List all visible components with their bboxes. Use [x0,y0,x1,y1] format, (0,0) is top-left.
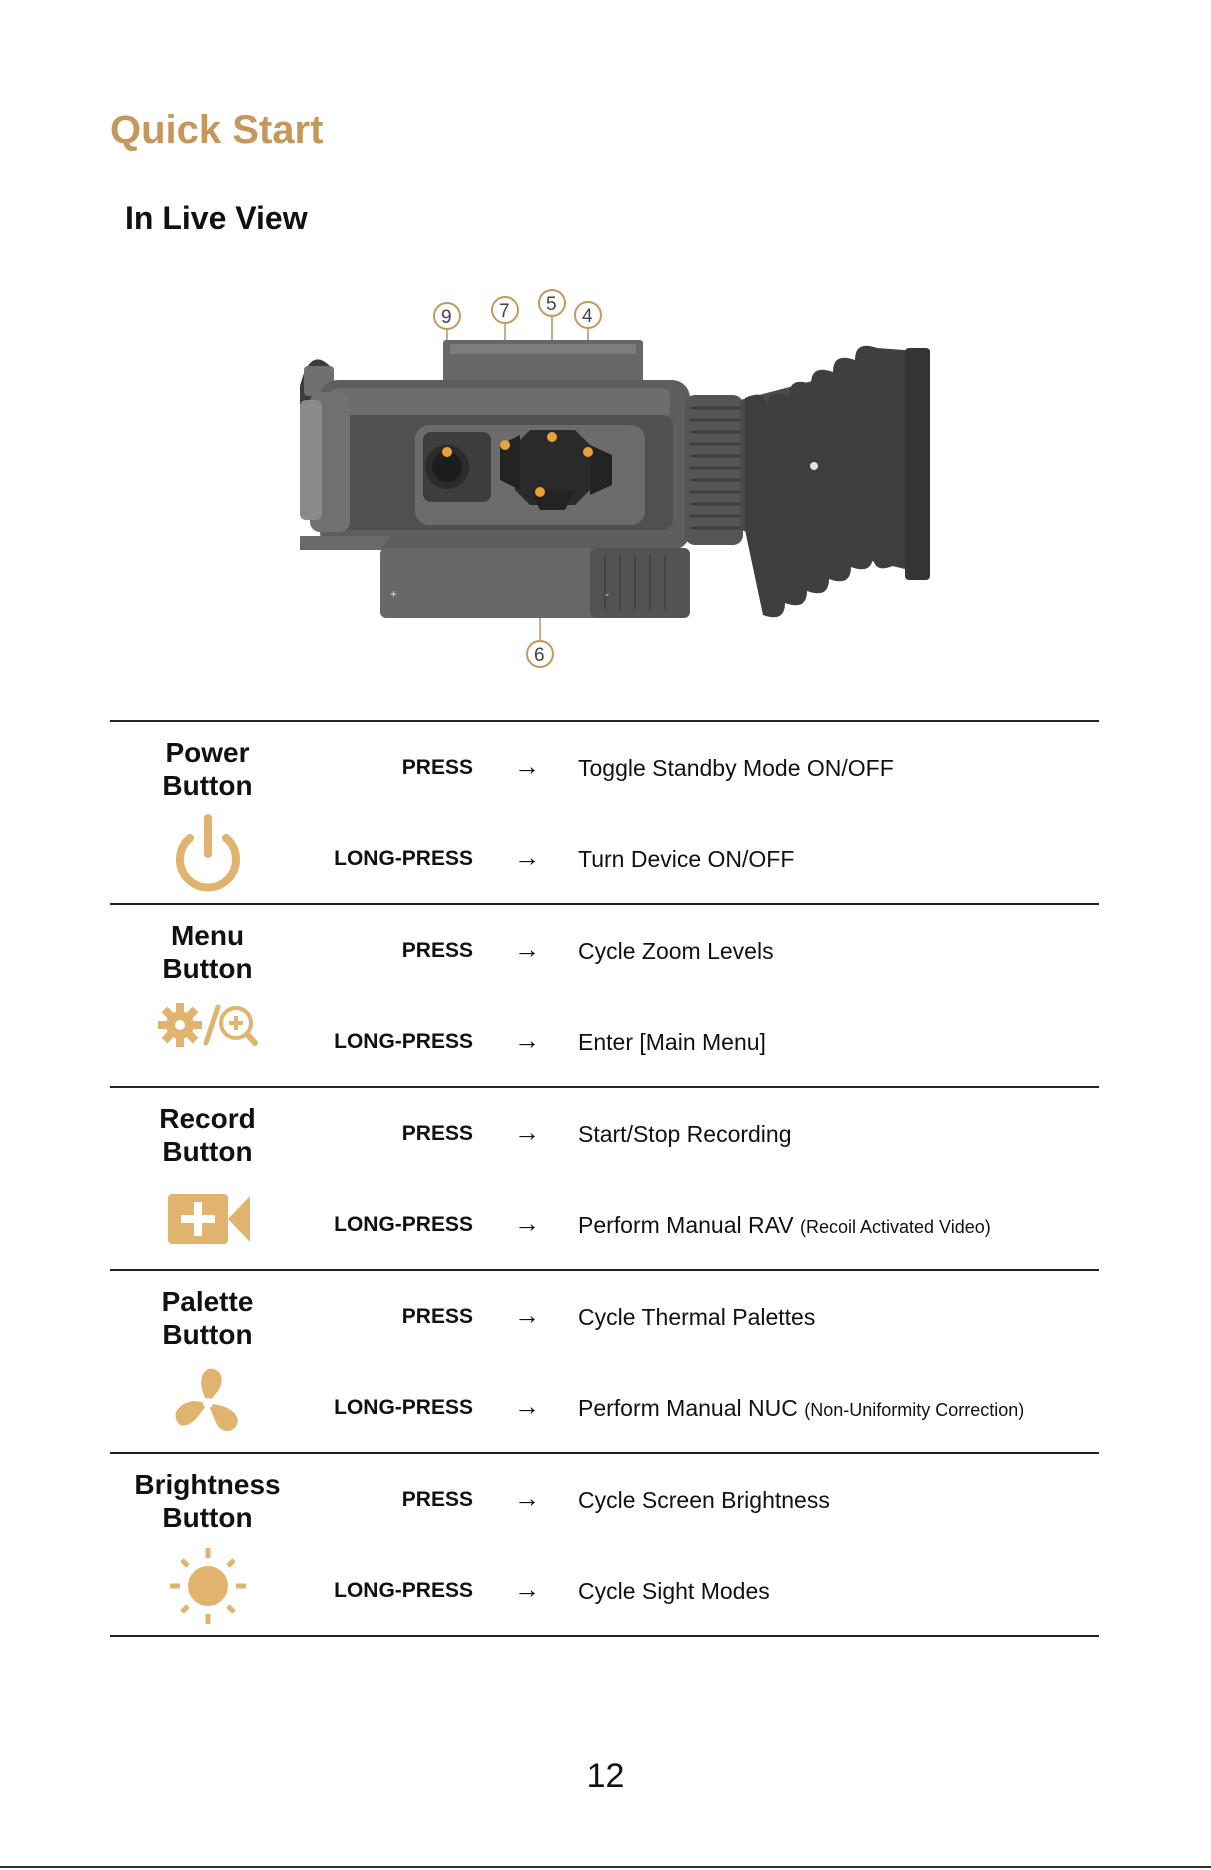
svg-text:7: 7 [499,301,510,322]
button-name: Power Button [162,737,253,801]
press-label: PRESS [401,1122,473,1145]
callout-7 [492,297,518,323]
table-row-palette [110,1271,1099,1454]
button-marker-7 [500,440,510,450]
press-label: PRESS [401,756,473,779]
sun-icon [158,1546,258,1626]
press-description: Start/Stop Recording [578,1121,792,1147]
arrow: → [514,1208,540,1238]
gear-zoom-icon [158,985,258,1065]
arrow: → [514,842,540,872]
long-press-label: LONG-PRESS [334,1213,473,1236]
callout-5 [539,290,565,316]
long-press-description: Cycle Sight Modes [578,1578,770,1604]
long-press-label: LONG-PRESS [334,847,473,870]
button-reference-table [110,720,1099,1637]
long-press-description: Turn Device ON/OFF [578,846,795,872]
section-subtitle: In Live View [125,200,308,236]
press-label: PRESS [401,1488,473,1511]
button-marker-9 [442,447,452,457]
press-description: Toggle Standby Mode ON/OFF [578,755,894,781]
description-note: (Non-Uniformity Correction) [804,1400,1025,1420]
svg-text:6: 6 [534,645,545,666]
thermal-scope-diagram [290,280,930,680]
button-name: Palette Button [161,1286,254,1350]
arrow: → [514,751,540,781]
long-press-description: Perform Manual NUC (Non-Uniformity Correction) [578,1395,1025,1421]
power-icon [158,814,258,894]
table-row-record [110,1088,1099,1271]
bottom-rule [0,1866,1211,1868]
svg-text:9: 9 [441,307,452,328]
press-description: Cycle Thermal Palettes [578,1304,816,1330]
video-camera-icon [158,1180,258,1260]
press-label: PRESS [401,939,473,962]
arrow: → [514,934,540,964]
arrow: → [514,1117,540,1147]
table-row-menu [110,905,1099,1088]
callout-9 [434,303,460,329]
long-press-description: Enter [Main Menu] [578,1029,766,1055]
long-press-label: LONG-PRESS [334,1396,473,1419]
button-marker-4 [583,447,593,457]
svg-text:+: + [390,587,398,601]
table-row-power [110,722,1099,905]
long-press-label: LONG-PRESS [334,1579,473,1602]
svg-text:5: 5 [546,294,557,315]
button-name: Brightness Button [134,1469,281,1533]
press-description: Cycle Screen Brightness [578,1487,830,1513]
press-description: Cycle Zoom Levels [578,938,774,964]
table-row-brightness [110,1454,1099,1637]
press-label: PRESS [401,1305,473,1328]
description-note: (Recoil Activated Video) [799,1217,991,1237]
arrow: → [514,1300,540,1330]
button-marker-6 [535,487,545,497]
page-title: Quick Start [110,108,324,152]
arrow: → [514,1483,540,1513]
arrow: → [514,1574,540,1604]
page-number: 12 [586,1757,625,1795]
button-marker-5 [547,432,557,442]
long-press-description: Perform Manual RAV (Recoil Activated Video) [578,1212,991,1238]
arrow: → [514,1391,540,1421]
svg-text:-: - [605,587,609,601]
arrow: → [514,1025,540,1055]
button-name: Menu Button [162,920,253,984]
callout-4 [575,302,601,328]
callout-6 [527,641,553,667]
long-press-label: LONG-PRESS [334,1030,473,1053]
svg-text:4: 4 [582,306,593,327]
button-name: Record Button [159,1103,256,1167]
palette-icon [158,1363,258,1443]
